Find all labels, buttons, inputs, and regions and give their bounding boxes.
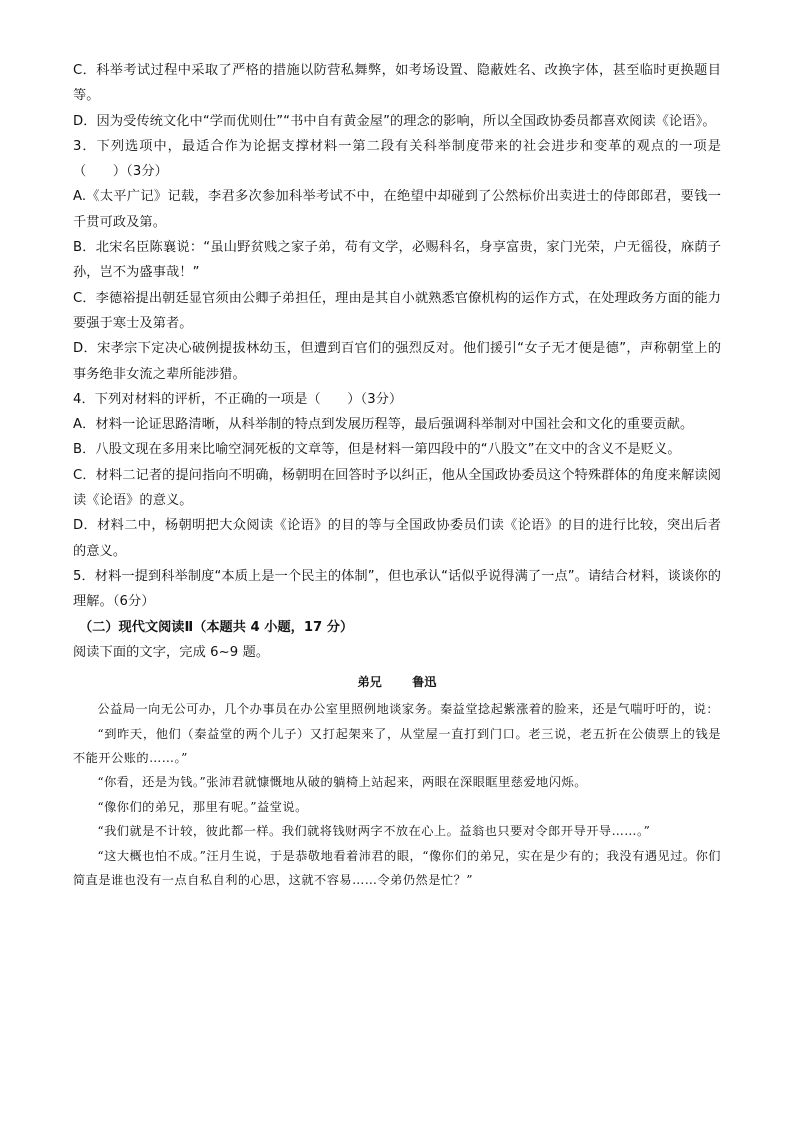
story-paragraph-5: “我们就是不计较，彼此都一样。我们就将钱财两字不放在心上。益翁也只要对令郎开导开导……。”: [97, 824, 651, 839]
q3-option-a: A.《太平广记》记载，李君多次参加科举考试不中，在绝望中却碰到了公然标价出卖进士的侍郎郎君，要钱一千贯可政及第。: [73, 189, 721, 230]
story-paragraph-4: “像你们的弟兄，那里有呢。”益堂说。: [97, 799, 308, 814]
q3-option-c: C．李德裕提出朝廷显官须由公卿子弟担任，理由是其自小就熟悉官僚机构的运作方式，在处理政务方面的能力要强于寒士及第者。: [73, 290, 721, 331]
q4-option-a: A．材料一论证思路清晰，从科举制的特点到发展历程等，最后强调科举制对中国社会和文化的重要贡献。: [73, 417, 694, 433]
q4-option-b: B．八股文现在多用来比喻空洞死板的文章等，但是材料一第四段中的“八股文”在文中的含义不是贬义。: [73, 442, 681, 458]
story-title: 弟兄: [357, 675, 382, 690]
q5-stem: 5．材料一提到科举制度“本质上是一个民主的体制”，但也承认“话似乎说得满了一点”。请结合材料，谈谈你的理解。（6分）: [73, 568, 721, 610]
q3-stem: 3．下列选项中，最适合作为论据支撑材料一第二段有关科举制度带来的社会进步和变革的观点的一项是（ ）（3分）: [73, 138, 721, 180]
q4-stem: 4．下列对材料的评析，不正确的一项是（ ）（3分）: [73, 391, 403, 407]
q3-option-b: B．北宋名臣陈襄说：“虽山野贫贱之家子弟，苟有文学，必赐科名，身享富贵，家门光荣，户无徭役，庥荫子孙，岂不为盛事哉！”: [73, 240, 721, 281]
section-heading: （二）现代文阅读Ⅱ（本题共 4 小题，17 分）: [79, 619, 354, 635]
story-paragraph-1: 公益局一向无公可办，几个办事员在办公室里照例地谈家务。秦益堂捻起紫涨着的脸来，还是气喘吁吁的，说：: [97, 702, 720, 717]
story-title-line: [73, 672, 721, 692]
story-paragraph-6: “这大概也怕不成。”汪月生说，于是恭敬地看着沛君的眼，“像你们的弟兄，实在是少有的；我没有遇见过。你们简直是谁也没有一点自私自利的心思，这就不容易……令弟仍然是忙？”: [73, 848, 721, 887]
q2-option-c: C．科举考试过程中采取了严格的措施以防营私舞弊，如考场设置、隐蔽姓名、改换字体，甚至临时更换题目等。: [73, 63, 721, 104]
story-paragraph-2: “到昨天，他们（秦益堂的两个儿子）又打起架来了，从堂屋一直打到门口。老三说，老五折在公债票上的钱是不能开公账的……。”: [73, 726, 721, 765]
q4-option-c: C．材料二记者的提问指向不明确，杨朝明在回答时予以纠正，他从全国政协委员这个特殊群体的角度来解读阅读《论语》的意义。: [73, 467, 721, 509]
story-author: 鲁迅: [412, 675, 437, 690]
q2-option-d: D．因为受传统文化中“学而优则仕”“书中自有黄金屋”的理念的影响，所以全国政协委员都喜欢阅读《论语》。: [73, 113, 716, 129]
story-paragraph-3: “你看，还是为钱。”张沛君就慷慨地从破的躺椅上站起来，两眼在深眼眶里慈爱地闪烁。: [97, 775, 587, 790]
section-instruction: 阅读下面的文字，完成 6~9 题。: [73, 644, 270, 660]
q3-option-d: D．宋孝宗下定决心破例提拔林幼玉，但遭到百官们的强烈反对。他们援引“女子无才便是德”，声称朝堂上的事务绝非女流之辈所能涉猎。: [73, 341, 721, 382]
q4-option-d: D．材料二中，杨朝明把大众阅读《论语》的目的等与全国政协委员们读《论语》的目的进行比较，突出后者的意义。: [73, 518, 721, 559]
exam-page: [73, 58, 721, 892]
